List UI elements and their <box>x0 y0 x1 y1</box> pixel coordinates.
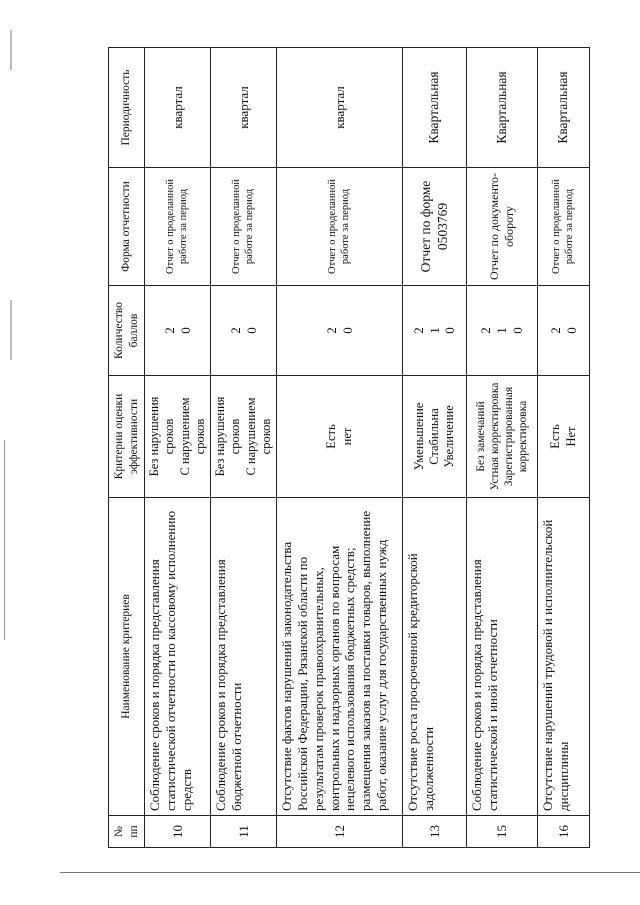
points <box>538 286 590 376</box>
row-number: 12 <box>277 816 403 848</box>
periodicity: Квартальная <box>538 48 590 168</box>
criteria-option: Без нарушения сроков <box>147 396 177 477</box>
evaluation-criteria <box>277 376 403 498</box>
points <box>467 286 538 376</box>
header-points: Количество баллов <box>109 286 145 376</box>
points <box>211 286 277 376</box>
periodicity: квартал <box>211 48 277 168</box>
criterion-name: Соблюдение сроков и порядка представления бюджетной отчетности <box>211 498 277 816</box>
points-value: 0 <box>339 327 355 334</box>
evaluation-criteria <box>538 376 590 498</box>
header-name: Наименование критериев <box>109 498 145 816</box>
points-value: 0 <box>442 327 458 334</box>
table-row <box>467 48 538 848</box>
criterion-name: Отсутствие фактов нарушений законодательства Российской Федерации, Рязанской области по результатам проверок правоохранительных, контрольных и надзорных органов по вопросам нецелевого использования бюджетных средств; размещения заказов на поставки товаров, выполнение работ, оказание услуг для государственных нужд <box>277 498 403 816</box>
report-form: Отчет по форме 0503769 <box>403 168 467 286</box>
table-row <box>538 48 590 848</box>
periodicity: Квартальная <box>467 48 538 168</box>
criterion-name: Соблюдение сроков и порядка представления статистической отчетности по кассовому исполнению средств <box>145 498 211 816</box>
points-value: 2 <box>323 327 339 334</box>
criteria-option: Устная корректировка <box>488 382 501 491</box>
points-value: 0 <box>177 327 193 334</box>
periodicity: квартал <box>277 48 403 168</box>
row-number: 16 <box>538 816 590 848</box>
report-form: Отчет о проделанной работе за период <box>277 168 403 286</box>
table-row <box>145 48 211 848</box>
points-value: 0 <box>563 327 579 334</box>
evaluation-criteria <box>467 376 538 498</box>
points <box>403 286 467 376</box>
criteria-option: Уменьшение <box>411 402 426 471</box>
points-value: 0 <box>243 327 259 334</box>
report-form: Отчет о проделанной работе за период <box>211 168 277 286</box>
row-number: 15 <box>467 816 538 848</box>
criteria-option: Без замечаний <box>474 401 487 472</box>
report-form: Отчет о проделанной работе за период <box>538 168 590 286</box>
header-num: № пп <box>109 816 145 848</box>
evaluation-criteria <box>145 376 211 498</box>
evaluation-criteria <box>403 376 467 498</box>
points <box>145 286 211 376</box>
evaluation-criteria <box>211 376 277 498</box>
report-form: Отчет о проделанной работе за период <box>145 168 211 286</box>
periodicity: квартал <box>145 48 211 168</box>
criteria-option: Стабильна <box>426 408 441 465</box>
row-number: 11 <box>211 816 277 848</box>
points-value: 2 <box>547 327 563 334</box>
criteria-option: Без нарушения сроков <box>213 396 243 477</box>
row-number: 13 <box>403 816 467 848</box>
table-row <box>403 48 467 848</box>
points-value: 1 <box>426 327 442 334</box>
criterion-name: Отсутствие роста просроченной кредиторской задолженности <box>403 498 467 816</box>
table-row <box>211 48 277 848</box>
table-row <box>277 48 403 848</box>
points-value: 2 <box>161 327 177 334</box>
periodicity: Квартальная <box>403 48 467 168</box>
points-value: 2 <box>478 327 494 334</box>
points <box>277 286 403 376</box>
header-period: Периодичность <box>109 48 145 168</box>
criteria-option: Зарегистрированная корректировка <box>503 386 530 487</box>
criteria-option: Есть <box>324 424 339 449</box>
row-number: 10 <box>145 816 211 848</box>
points-value: 1 <box>494 327 510 334</box>
criteria-option: С нарушением сроков <box>177 397 207 476</box>
report-form: Отчет по документо-обороту <box>467 168 538 286</box>
page-edge-left <box>4 440 5 640</box>
points-value: 2 <box>410 327 426 334</box>
criterion-name: Соблюдение сроков и порядка представления статистической и иной отчетности <box>467 498 538 816</box>
criteria-option: Увеличение <box>442 405 457 468</box>
header-form: Форма отчетности <box>109 168 145 286</box>
points-value: 0 <box>509 327 525 334</box>
header-row <box>109 48 145 848</box>
rotated-table-container <box>108 48 584 848</box>
header-criteria: Критерии оценки эффективности <box>109 376 145 498</box>
criteria-option: Нет <box>563 426 578 447</box>
points-value: 2 <box>227 327 243 334</box>
criteria-option: Есть <box>548 424 563 449</box>
criteria-option: нет <box>339 427 354 446</box>
criteria-option: С нарушением сроков <box>243 397 273 476</box>
page-edge-bottom <box>60 872 640 873</box>
criterion-name: Отсутствие нарушений трудовой и исполнительской дисциплины <box>538 498 590 816</box>
criteria-table <box>108 47 590 848</box>
